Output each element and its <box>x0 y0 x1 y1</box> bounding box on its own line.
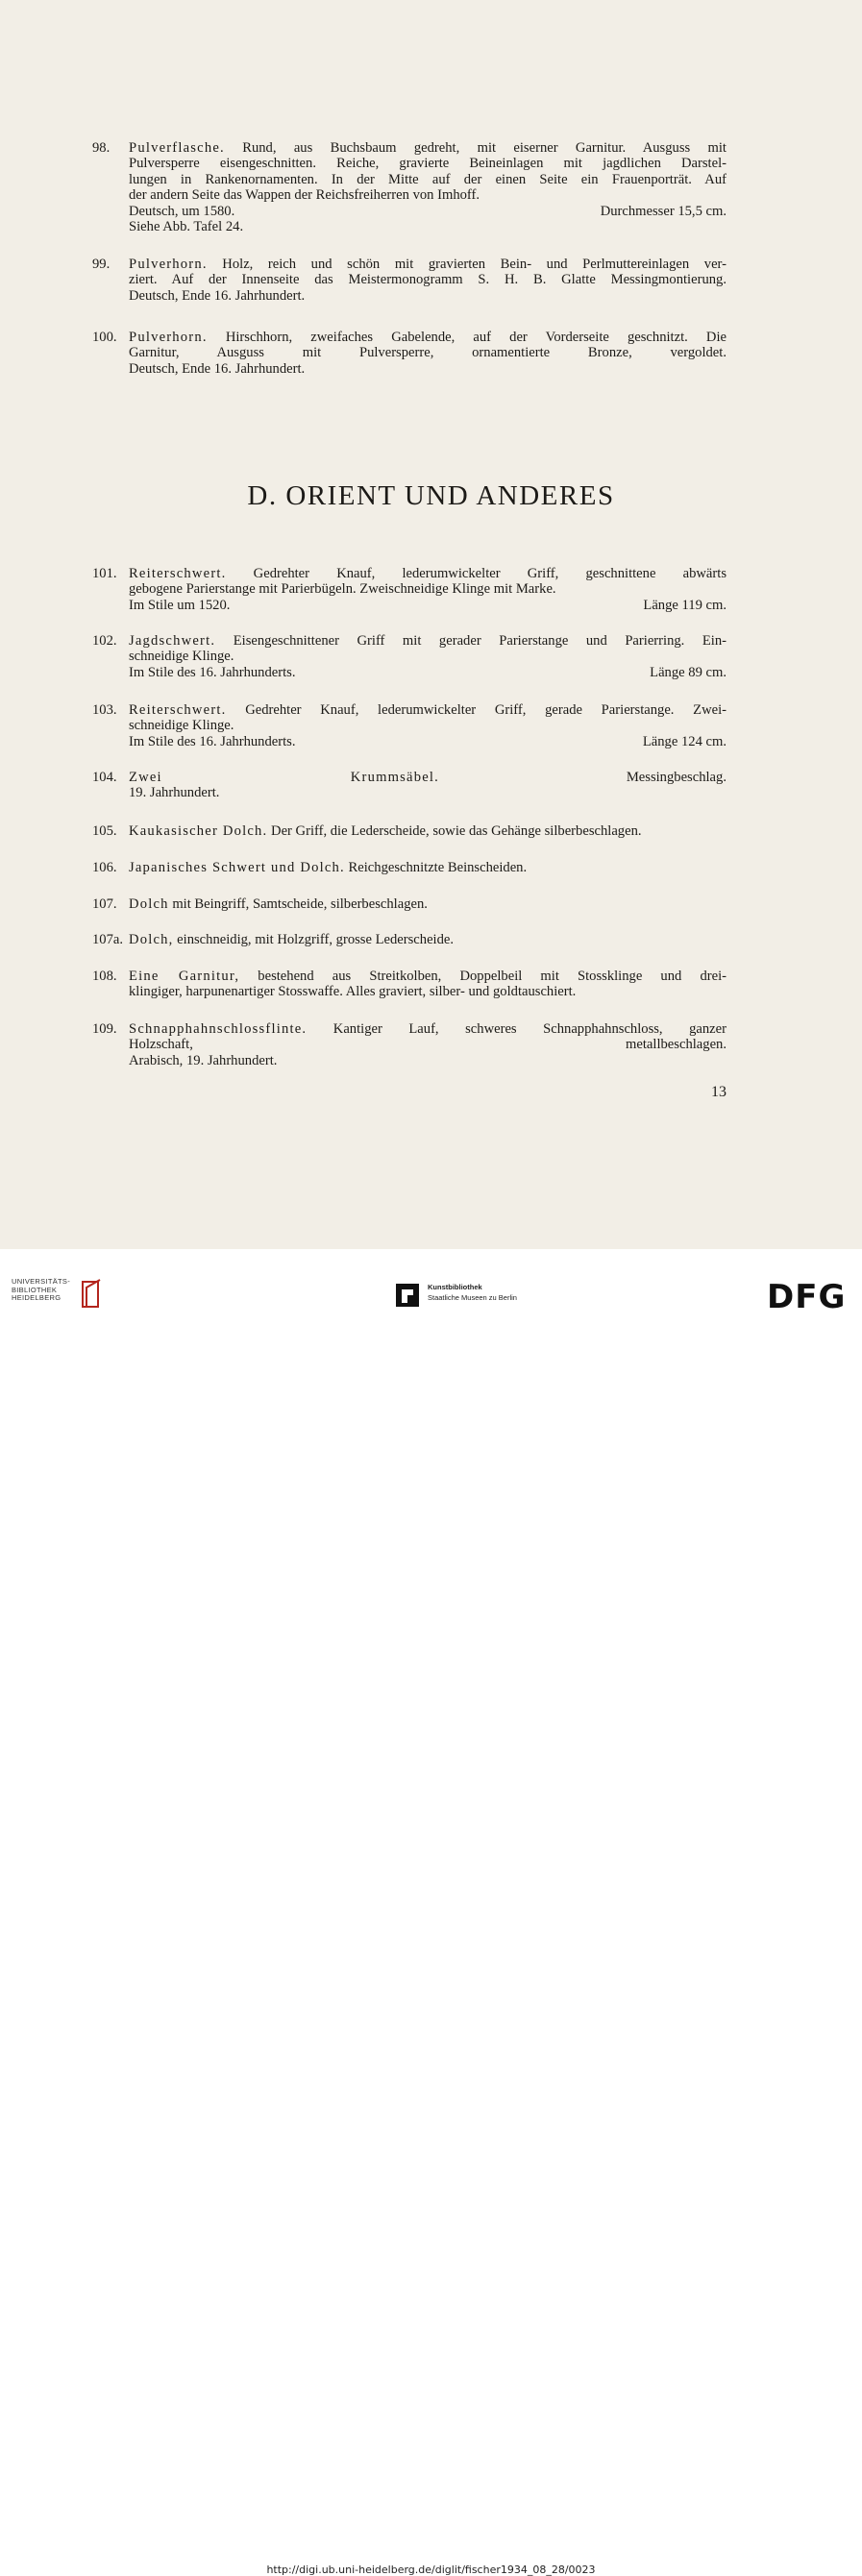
entry-text: Gedrehter Knauf, lederumwickelter Griff, geschnittene abwärts <box>226 566 727 581</box>
entry-number: 108. <box>92 969 117 984</box>
entry-number: 99. <box>92 257 111 272</box>
entry-text-line <box>129 219 727 234</box>
entry-body <box>129 702 727 749</box>
kunstbibliothek-logo-icon <box>394 1282 421 1309</box>
source-url[interactable]: http://digi.ub.uni-heidelberg.de/diglit/fischer1934_08_28/0023 <box>266 2564 596 2576</box>
entry-date: Im Stile um 1520. <box>129 597 231 613</box>
entry-body <box>129 566 727 613</box>
entry-body <box>129 633 727 680</box>
entry-text-line <box>129 330 727 345</box>
entry-text: lungen in Rankenornamenten. In der Mitte auf der einen Seite ein Frauenporträt. Auf <box>129 171 727 187</box>
entry-text: Hirschhorn, zweifaches Gabelende, auf der Vorderseite geschnitzt. Die <box>207 330 727 345</box>
kb-line1: Kunstbibliothek <box>428 1283 482 1291</box>
footer <box>0 1249 862 2576</box>
entry-text-line <box>129 140 727 156</box>
entry-text: einschneidig, mit Holzgriff, grosse Lederscheide. <box>173 932 455 947</box>
entry-keyword: Zwei Krummsäbel. <box>129 770 440 785</box>
entry-text-line <box>129 984 727 999</box>
entry-text: Rund, aus Buchsbaum gedreht, mit eiserner Garnitur. Ausguss mit <box>224 140 727 156</box>
entry-text: Der Griff, die Lederscheide, sowie das Gehänge silberbeschlagen. <box>267 823 642 839</box>
entry-body <box>129 969 727 1000</box>
entry-text-line <box>129 361 727 377</box>
entry-text: schneidige Klinge. <box>129 649 234 665</box>
entry-keyword: Pulverhorn. <box>129 330 208 345</box>
entry-text-line <box>129 785 727 800</box>
entry-keyword: Jagdschwert. <box>129 633 216 649</box>
entry-number: 106. <box>92 860 117 875</box>
entry-keyword: Schnapphahnschlossflinte. <box>129 1021 308 1037</box>
uni-logo-line1: UNIVERSITÄTS- <box>12 1277 70 1286</box>
entry-date: Im Stile des 16. Jahrhunderts. <box>129 733 296 749</box>
catalog-entry <box>92 702 727 749</box>
kb-line2: Staatliche Museen zu Berlin <box>428 1293 517 1302</box>
entry-number: 100. <box>92 330 117 345</box>
entry-text: schneidige Klinge. <box>129 718 234 734</box>
entry-text: bestehend aus Streitkolben, Doppelbeil mit Stossklinge und drei- <box>239 969 727 984</box>
entry-text: Reichgeschnitzte Beinscheiden. <box>344 860 528 875</box>
entry-text-line <box>129 581 727 597</box>
catalog-entry <box>92 140 727 234</box>
entry-keyword: Eine Garnitur, <box>129 969 240 984</box>
entry-text: Pulversperre eisengeschnitten. Reiche, gravierte Beineinlagen mit jagdlichen Darstel- <box>129 156 727 172</box>
entry-text-line <box>129 860 727 875</box>
entry-dimension: Länge 124 cm. <box>642 733 727 749</box>
page-number: 13 <box>711 1084 727 1100</box>
entry-text: klingiger, harpunenartiger Stosswaffe. Alles graviert, silber- und goldtauschiert. <box>129 984 577 1000</box>
entry-text: Holzschaft, metallbeschlagen. <box>129 1037 727 1053</box>
heidelberg-mark-icon <box>81 1278 104 1311</box>
entry-body <box>129 257 727 304</box>
entry-keyword: Pulverhorn. <box>129 257 208 272</box>
entry-date: Im Stile des 16. Jahrhunderts. <box>129 664 296 680</box>
entry-dating-line <box>129 665 727 680</box>
entry-body <box>129 932 727 947</box>
entry-number: 105. <box>92 823 117 839</box>
entry-text: Deutsch, Ende 16. Jahrhundert. <box>129 287 306 304</box>
entry-text-line <box>129 566 727 581</box>
catalog-entry <box>92 257 727 304</box>
entry-number: 101. <box>92 566 117 581</box>
entry-text: der andern Seite das Wappen der Reichsfreiherren von Imhoff. <box>129 187 480 204</box>
entry-text-line <box>129 823 727 839</box>
entry-dating-line <box>129 598 727 613</box>
entry-text-line <box>129 896 727 912</box>
entry-number: 107a. <box>92 932 124 947</box>
entry-text-line <box>129 1053 727 1068</box>
entry-keyword: Dolch, <box>129 932 174 947</box>
entry-number: 102. <box>92 633 117 649</box>
catalog-entry <box>92 633 727 680</box>
entry-body <box>129 860 727 875</box>
entry-text-line <box>129 969 727 984</box>
entry-text: 19. Jahrhundert. <box>129 785 220 801</box>
entry-text-line <box>129 187 727 203</box>
entry-dimension: Länge 119 cm. <box>643 597 727 613</box>
section-heading: D. ORIENT UND ANDERES <box>247 480 615 511</box>
entry-text: Eisengeschnittener Griff mit gerader Parierstange und Parierring. Ein- <box>215 633 727 649</box>
entry-dimension: Durchmesser 15,5 cm. <box>600 203 727 219</box>
entry-text-line <box>129 1021 727 1037</box>
dfg-logo[interactable]: DFG <box>767 1278 847 1316</box>
entry-text: Siehe Abb. Tafel 24. <box>129 219 244 235</box>
catalog-entry <box>92 823 727 839</box>
uni-logo-line2: BIBLIOTHEK <box>12 1285 58 1294</box>
entry-body <box>129 770 727 801</box>
entry-keyword: Dolch <box>129 896 169 912</box>
entry-text: gebogene Parierstange mit Parierbügeln. Zweischneidige Klinge mit Marke. <box>129 581 556 598</box>
entry-keyword: Pulverflasche. <box>129 140 225 156</box>
catalog-entry <box>92 969 727 1000</box>
catalog-entry <box>92 860 727 875</box>
entry-text-line <box>129 633 727 649</box>
entry-text: Kantiger Lauf, schweres Schnapphahnschloss, ganzer <box>307 1021 727 1037</box>
entry-dating-line <box>129 734 727 749</box>
entry-keyword: Reiterschwert. <box>129 566 227 581</box>
heidelberg-library-logo[interactable] <box>12 1278 70 1303</box>
entry-number: 103. <box>92 702 117 718</box>
entry-text-line <box>129 702 727 718</box>
catalog-entry <box>92 566 727 613</box>
entry-number: 109. <box>92 1021 117 1037</box>
entry-body <box>129 823 727 839</box>
entry-text-line <box>129 156 727 171</box>
entry-body <box>129 330 727 377</box>
entry-body <box>129 896 727 912</box>
entry-text: Holz, reich und schön mit gravierten Bein- und Perlmuttereinlagen ver- <box>207 257 727 272</box>
entry-body <box>129 1021 727 1068</box>
entry-text: Gedrehter Knauf, lederumwickelter Griff, gerade Parierstange. Zwei- <box>226 702 727 718</box>
entry-dimension: Länge 89 cm. <box>650 664 727 680</box>
entry-dating-line <box>129 204 727 219</box>
entry-text: Garnitur, Ausguss mit Pulversperre, ornamentierte Bronze, vergoldet. <box>129 345 727 361</box>
scanned-page <box>0 0 862 1249</box>
entry-number: 104. <box>92 770 117 785</box>
entry-text: mit Beingriff, Samtscheide, silberbeschlagen. <box>168 896 428 912</box>
entry-text: Deutsch, Ende 16. Jahrhundert. <box>129 360 306 377</box>
entry-text-line <box>129 932 727 947</box>
entry-keyword: Japanisches Schwert und Dolch. <box>129 860 345 875</box>
entry-number: 107. <box>92 896 117 912</box>
catalog-entry <box>92 896 727 912</box>
catalog-entry <box>92 1021 727 1068</box>
entry-text: Messingbeschlag. <box>439 770 727 785</box>
entry-text-line <box>129 257 727 272</box>
entry-text: Arabisch, 19. Jahrhundert. <box>129 1052 278 1068</box>
uni-logo-line3: HEIDELBERG <box>12 1293 62 1303</box>
entry-text-line <box>129 345 727 360</box>
entry-text-line <box>129 1037 727 1052</box>
entry-text-line <box>129 770 727 785</box>
entry-text-line <box>129 718 727 733</box>
catalog-entry <box>92 770 727 801</box>
entry-text-line <box>129 649 727 664</box>
entry-body <box>129 140 727 234</box>
catalog-entry <box>92 932 727 947</box>
entry-text-line <box>129 288 727 304</box>
entry-keyword: Reiterschwert. <box>129 702 227 718</box>
entry-text-line <box>129 272 727 287</box>
entry-number: 98. <box>92 140 111 156</box>
entry-text-line <box>129 172 727 187</box>
entry-date: Deutsch, um 1580. <box>129 203 235 219</box>
entry-keyword: Kaukasischer Dolch. <box>129 823 268 839</box>
kunstbibliothek-logo[interactable] <box>428 1282 517 1303</box>
catalog-entry <box>92 330 727 377</box>
entry-text: ziert. Auf der Innenseite das Meistermonogramm S. H. B. Glatte Messingmontierung. <box>129 272 727 288</box>
